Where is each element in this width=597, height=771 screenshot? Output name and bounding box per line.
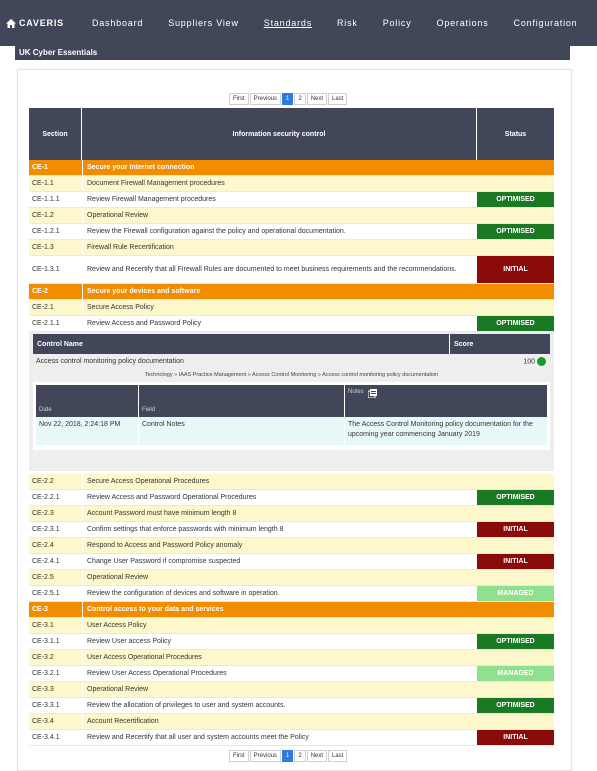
status-badge: OPTIMISED	[477, 698, 554, 713]
section-row[interactable]	[29, 602, 554, 618]
control-detail-panel	[29, 332, 554, 471]
pager-page-1-button[interactable]: 1	[282, 93, 293, 105]
detail-control-name: Access control monitoring policy documentation	[36, 358, 184, 365]
row-status-cell	[477, 698, 554, 713]
row-text: Change User Password if compromise suspected	[82, 554, 477, 569]
notes-header-field: Field	[139, 385, 345, 417]
row-id: CE-2.5	[32, 574, 54, 581]
row-id: CE-2.2	[32, 478, 54, 485]
row-text: Review and Recertify that all Firewall Rules are documented to meet business requirements and the recommendations.	[82, 256, 477, 283]
brand-name: CAVERIS	[19, 18, 64, 28]
row-text: User Access Operational Procedures	[82, 650, 477, 665]
row-status-cell	[477, 682, 554, 697]
row-status-cell	[477, 634, 554, 649]
detail-header	[33, 334, 550, 354]
control-row[interactable]	[29, 522, 554, 538]
nav-item-risk[interactable]: Risk	[337, 18, 358, 28]
control-row[interactable]	[29, 316, 554, 332]
notes-header-notes: Notes	[348, 389, 364, 395]
control-row[interactable]	[29, 634, 554, 650]
notes-text: The Access Control Monitoring policy documentation for the upcoming year commencing January 2019	[348, 421, 533, 438]
pager-first-button[interactable]: First	[229, 750, 249, 762]
row-status-cell	[477, 730, 554, 745]
pager-last-button[interactable]: Last	[328, 750, 347, 762]
row-text: Review Firewall Management procedures	[82, 192, 477, 207]
nav-item-standards[interactable]: Standards	[263, 18, 312, 28]
nav-item-operations[interactable]: Operations	[436, 18, 489, 28]
row-id: CE-2.4	[32, 542, 54, 549]
subsection-row[interactable]	[29, 208, 554, 224]
row-id: CE-3.1	[32, 622, 54, 629]
row-id: CE-2.2.1	[32, 494, 60, 501]
pager-first-button[interactable]: First	[229, 93, 249, 105]
row-text: Secure Access Operational Procedures	[82, 474, 477, 489]
status-badge: OPTIMISED	[477, 192, 554, 207]
page-title: UK Cyber Essentials	[15, 45, 570, 60]
detail-row[interactable]	[33, 354, 550, 369]
control-row[interactable]	[29, 224, 554, 240]
row-text: Review the allocation of privileges to user and system accounts.	[82, 698, 477, 713]
row-id: CE-3.2.1	[32, 670, 60, 677]
nav-item-dashboard[interactable]: Dashboard	[91, 18, 144, 28]
row-id: CE-2.3.1	[32, 526, 60, 533]
control-row[interactable]	[29, 490, 554, 506]
row-text: Account Recertification	[82, 714, 477, 729]
row-status-cell	[477, 666, 554, 681]
row-id: CE-1.3	[32, 244, 54, 251]
row-text: Review and Recertify that all user and system accounts meet the Policy	[82, 730, 477, 745]
status-badge: INITIAL	[477, 554, 554, 569]
row-text: Review the configuration of devices and software in operation.	[82, 586, 477, 601]
row-text: User Access Policy	[82, 618, 477, 633]
row-text: Review the Firewall configuration against the policy and operational documentation.	[82, 224, 477, 239]
pager-page-1-button[interactable]: 1	[282, 750, 293, 762]
row-status-cell	[477, 316, 554, 331]
subsection-row[interactable]	[29, 650, 554, 666]
row-status-cell	[477, 474, 554, 489]
control-row[interactable]	[29, 256, 554, 284]
row-text: Review Access and Password Policy	[82, 316, 477, 331]
status-badge: OPTIMISED	[477, 634, 554, 649]
row-status-cell	[477, 618, 554, 633]
row-id: CE-1.2.1	[32, 228, 60, 235]
row-status-cell	[477, 570, 554, 585]
row-status-cell	[477, 192, 554, 207]
row-id: CE-2.5.1	[32, 590, 60, 597]
notes-table	[33, 382, 550, 450]
pager-page-2-button[interactable]: 2	[294, 93, 305, 105]
row-id: CE-3.3.1	[32, 702, 60, 709]
table-header	[29, 108, 554, 160]
row-text: Review User access Policy	[82, 634, 477, 649]
row-id: CE-2.1	[32, 304, 54, 311]
control-row[interactable]	[29, 698, 554, 714]
row-status-cell	[477, 224, 554, 239]
row-id: CE-1.1	[32, 180, 54, 187]
subsection-row[interactable]	[29, 538, 554, 554]
row-id: CE-3.4.1	[32, 734, 60, 741]
subsection-row[interactable]	[29, 176, 554, 192]
row-id: CE-3.4	[32, 718, 54, 725]
controls-table	[29, 108, 554, 746]
row-status-cell	[477, 208, 554, 223]
row-text: Secure Access Policy	[82, 300, 477, 315]
subsection-row[interactable]	[29, 300, 554, 316]
detail-score: 100	[523, 358, 535, 366]
row-status-cell	[477, 506, 554, 521]
row-status-cell	[477, 176, 554, 191]
status-badge: MANAGED	[477, 666, 554, 681]
pagination-bottom	[229, 750, 348, 762]
row-id: CE-1.2	[32, 212, 54, 219]
control-row[interactable]	[29, 554, 554, 570]
row-id: CE-1	[32, 164, 48, 171]
control-row[interactable]	[29, 586, 554, 602]
row-status-cell	[477, 240, 554, 255]
row-text: Confirm settings that enforce passwords with minimum length 8	[82, 522, 477, 537]
top-navbar	[0, 0, 597, 46]
brand-link[interactable]	[6, 18, 64, 28]
row-text: Operational Review	[82, 208, 477, 223]
pager-previous-button[interactable]: Previous	[250, 750, 281, 762]
row-text: Secure your Internet connection	[82, 160, 477, 175]
row-id: CE-1.1.1	[32, 196, 60, 203]
control-row[interactable]	[29, 666, 554, 682]
nav-item-policy[interactable]: Policy	[382, 18, 412, 28]
row-text: Secure your devices and software	[82, 284, 477, 299]
row-status-cell	[477, 284, 554, 299]
status-badge: INITIAL	[477, 256, 554, 283]
notes-date: Nov 22, 2018, 2:24:18 PM	[36, 417, 139, 445]
row-id: CE-2	[32, 288, 48, 295]
row-id: CE-3.3	[32, 686, 54, 693]
detail-header-score: Score	[454, 340, 474, 348]
row-text: Document Firewall Management procedures	[82, 176, 477, 191]
status-badge: OPTIMISED	[477, 224, 554, 239]
row-status-cell	[477, 522, 554, 537]
subsection-row[interactable]	[29, 618, 554, 634]
header-status: Status	[504, 130, 527, 138]
copy-notes-icon[interactable]	[368, 389, 377, 398]
row-status-cell	[477, 650, 554, 665]
row-status-cell	[477, 554, 554, 569]
status-badge: INITIAL	[477, 730, 554, 745]
row-status-cell	[477, 160, 554, 175]
row-status-cell	[477, 300, 554, 315]
subsection-row[interactable]	[29, 474, 554, 490]
section-row[interactable]	[29, 284, 554, 300]
pagination-top	[229, 93, 348, 105]
row-id: CE-3.1.1	[32, 638, 60, 645]
subsection-row[interactable]	[29, 714, 554, 730]
pager-previous-button[interactable]: Previous	[250, 93, 281, 105]
pager-last-button[interactable]: Last	[328, 93, 347, 105]
row-id: CE-2.3	[32, 510, 54, 517]
row-text: Review Access and Password Operational Procedures	[82, 490, 477, 505]
pager-next-button[interactable]: Next	[307, 750, 327, 762]
notes-table-header	[36, 385, 547, 417]
row-status-cell	[477, 602, 554, 617]
row-text: Control access to your data and services	[82, 602, 477, 617]
row-id: CE-2.1.1	[32, 320, 60, 327]
subsection-row[interactable]	[29, 240, 554, 256]
subsection-row[interactable]	[29, 506, 554, 522]
status-badge: INITIAL	[477, 522, 554, 537]
notes-field: Control Notes	[139, 417, 345, 445]
section-row[interactable]	[29, 160, 554, 176]
detail-header-name: Control Name	[33, 334, 450, 354]
row-status-cell	[477, 714, 554, 729]
row-id: CE-1.3.1	[32, 266, 60, 273]
row-text: Respond to Access and Password Policy anomaly	[82, 538, 477, 553]
nav-item-configuration[interactable]: Configuration	[513, 18, 578, 28]
status-badge: OPTIMISED	[477, 490, 554, 505]
notes-header-date: Date	[36, 385, 139, 417]
row-text: Review User Access Operational Procedures	[82, 666, 477, 681]
row-status-cell	[477, 586, 554, 601]
subsection-row[interactable]	[29, 570, 554, 586]
pager-page-2-button[interactable]: 2	[294, 750, 305, 762]
row-id: CE-3.2	[32, 654, 54, 661]
row-id: CE-3	[32, 606, 48, 613]
row-text: Firewall Rule Recertification	[82, 240, 477, 255]
status-dot-icon	[537, 357, 546, 366]
row-id: CE-2.4.1	[32, 558, 60, 565]
pager-next-button[interactable]: Next	[307, 93, 327, 105]
control-row[interactable]	[29, 730, 554, 746]
notes-table-row[interactable]	[36, 417, 547, 445]
row-status-cell	[477, 256, 554, 283]
row-status-cell	[477, 538, 554, 553]
home-icon	[6, 19, 16, 28]
header-control: Information security control	[82, 108, 477, 160]
row-text: Operational Review	[82, 682, 477, 697]
nav-item-suppliers-view[interactable]: Suppliers View	[168, 18, 239, 28]
row-status-cell	[477, 490, 554, 505]
detail-breadcrumb: Technology » IAAS Practice Management » Access Control Monitoring » Access control monitoring policy documentation	[144, 372, 439, 378]
status-badge: OPTIMISED	[477, 316, 554, 331]
control-row[interactable]	[29, 192, 554, 208]
row-text: Account Password must have minimum length 8	[82, 506, 477, 521]
row-text: Operational Review	[82, 570, 477, 585]
status-badge: MANAGED	[477, 586, 554, 601]
subsection-row[interactable]	[29, 682, 554, 698]
header-section: Section	[29, 108, 82, 160]
